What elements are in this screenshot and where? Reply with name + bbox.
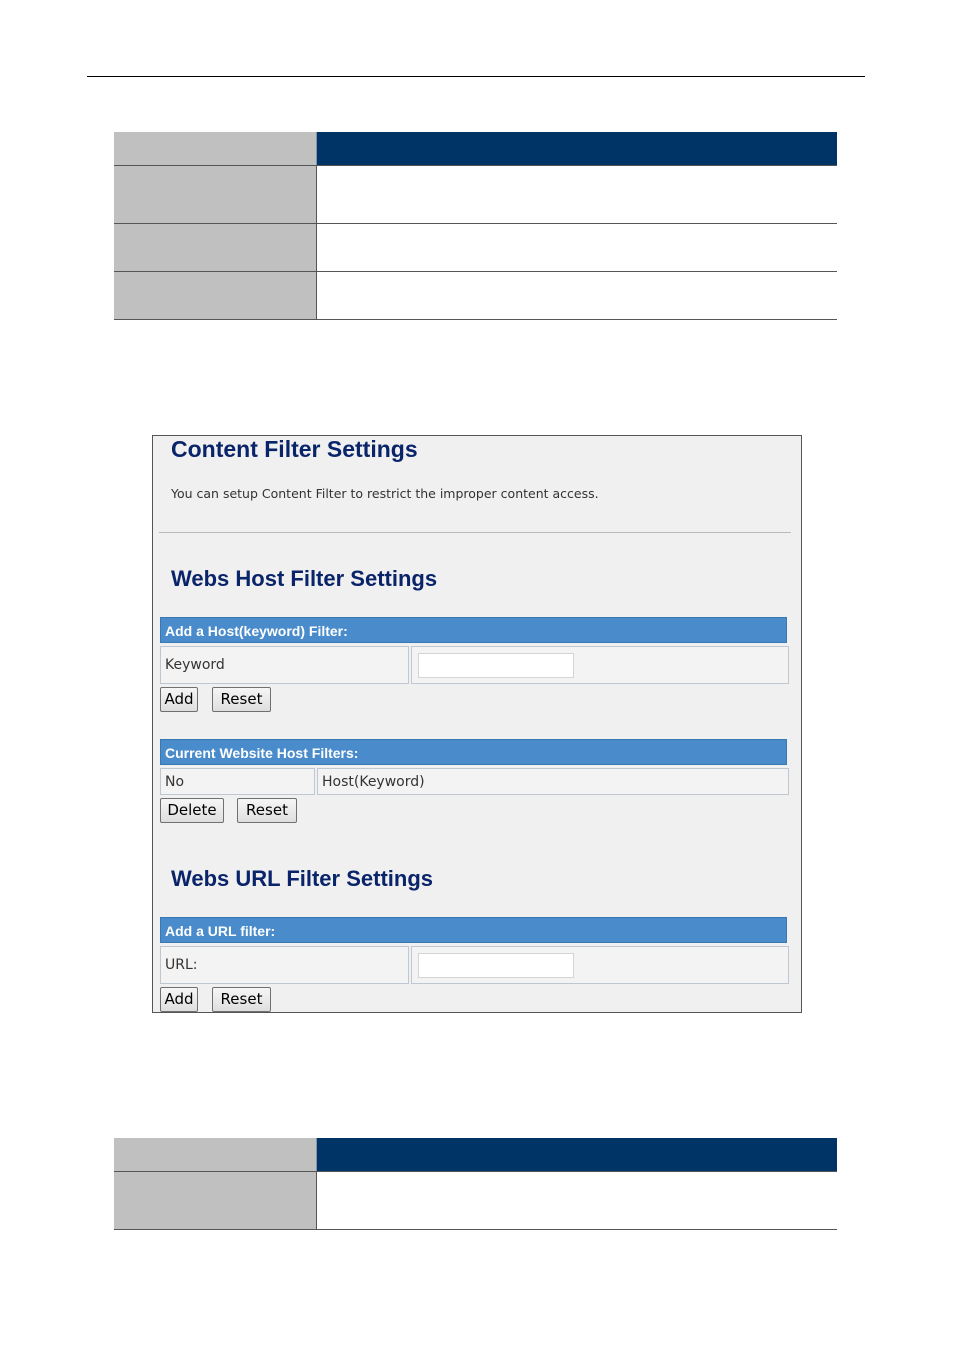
doc-table-row — [114, 166, 837, 224]
content-filter-title: Content Filter Settings — [171, 436, 418, 462]
url-input[interactable] — [418, 953, 574, 978]
section-divider — [159, 532, 791, 533]
keyword-label: Keyword — [160, 646, 409, 684]
content-filter-description: You can setup Content Filter to restrict the improper content access. — [171, 486, 599, 501]
doc-table-top — [114, 132, 837, 320]
doc-table-row — [114, 1172, 837, 1230]
host-filters-reset-button[interactable]: Reset — [237, 798, 297, 823]
url-row — [160, 946, 789, 984]
url-label: URL: — [160, 946, 409, 984]
doc-table-bottom — [114, 1138, 837, 1230]
host-add-button[interactable]: Add — [160, 687, 198, 712]
host-filters-header-row — [160, 768, 789, 795]
url-add-button[interactable]: Add — [160, 987, 198, 1012]
page-header-rule — [87, 76, 865, 77]
doc-table-header — [114, 1138, 837, 1172]
keyword-input[interactable] — [418, 653, 574, 678]
host-reset-button[interactable]: Reset — [212, 687, 271, 712]
delete-button[interactable]: Delete — [160, 798, 224, 823]
doc-table-header — [114, 132, 837, 166]
url-filter-title: Webs URL Filter Settings — [171, 866, 434, 891]
url-reset-button[interactable]: Reset — [212, 987, 271, 1012]
column-no: No — [160, 768, 315, 795]
keyword-row — [160, 646, 789, 684]
url-input-cell — [411, 946, 789, 984]
doc-table-row — [114, 224, 837, 272]
content-filter-panel — [152, 435, 802, 1013]
host-filter-title: Webs Host Filter Settings — [171, 566, 438, 591]
current-host-filters-bar: Current Website Host Filters: — [160, 739, 787, 765]
doc-table-row — [114, 272, 837, 320]
column-host-keyword: Host(Keyword) — [317, 768, 789, 795]
keyword-input-cell — [411, 646, 789, 684]
add-url-filter-bar: Add a URL filter: — [160, 917, 787, 943]
add-host-filter-bar: Add a Host(keyword) Filter: — [160, 617, 787, 643]
